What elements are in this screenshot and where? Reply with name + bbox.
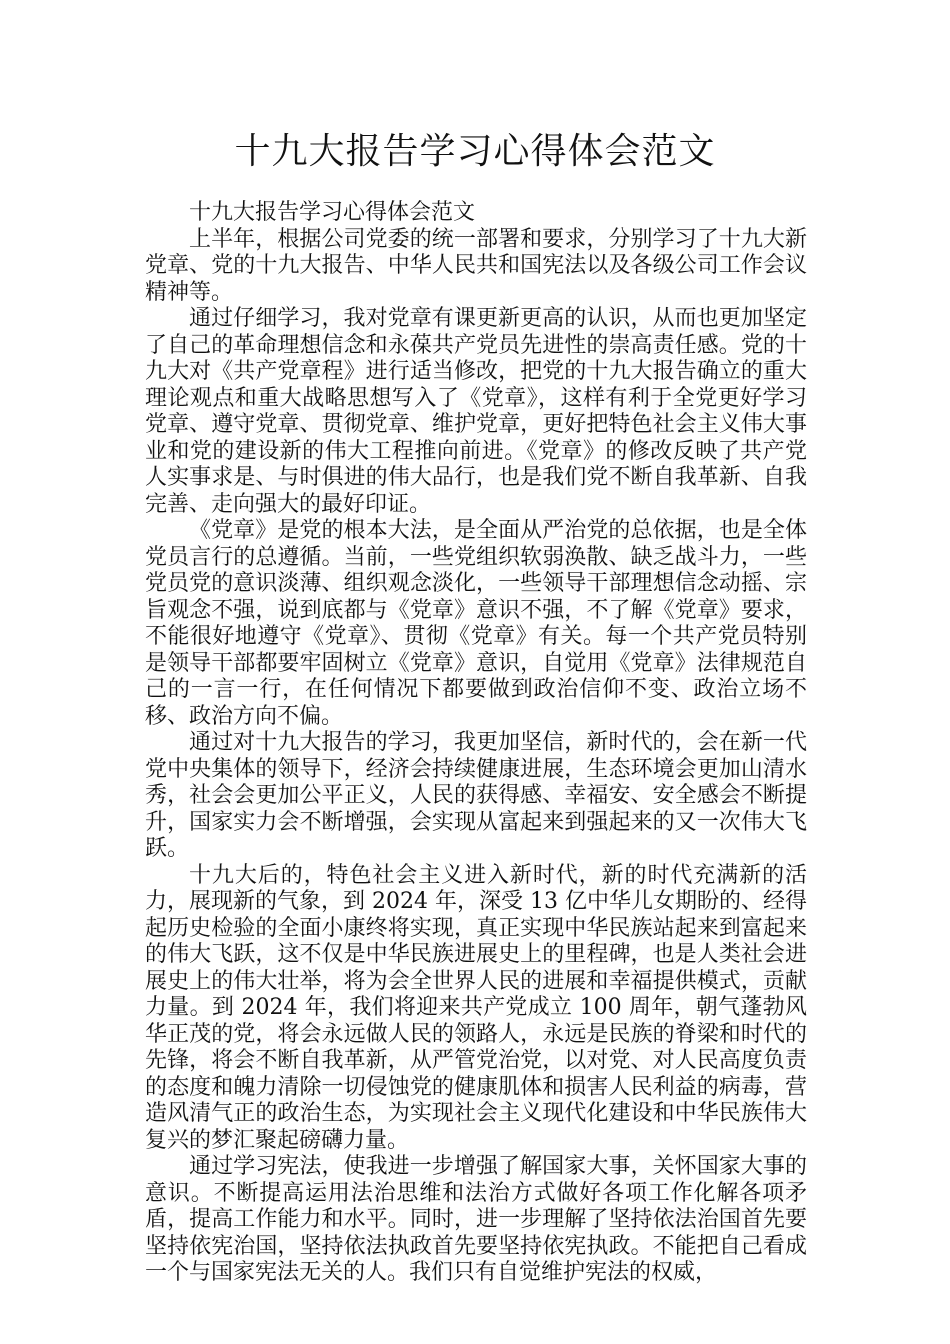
paragraph: 通过学习宪法，使我进一步增强了解国家大事，关怀国家大事的意识。不断提高运用法治思维和法治方式做好各项工作化解各项矛盾，提高工作能力和水平。同时，进一步理解了坚持依法治国首先要坚持依宪治国，坚持依法执政首先要坚持依宪执政。不能把自己看成一个与国家宪法无关的人。我们只有自觉维护宪法的权威， (145, 1154, 807, 1285)
document-subtitle: 十九大报告学习心得体会范文 (189, 200, 476, 225)
paragraph: 通过仔细学习，我对党章有课更新更高的认识，从而也更加坚定了自己的革命理想信念和永葆共产党员先进性的崇高责任感。党的十九大对《共产党章程》进行适当修改，把党的十九大报告确立的重大理论观点和重大战略思想写入了《党章》，这样有利于全党更好学习党章、遵守党章、贯彻党章、维护党章，更好把特色社会主义伟大事业和党的建设新的伟大工程推向前进。《党章》的修改反映了共产党人实事求是、与时俱进的伟大品行，也是我们党不断自我革新、自我完善、走向强大的最好印证。 (145, 306, 807, 517)
document-body (145, 200, 807, 1287)
paragraph: 十九大后的，特色社会主义进入新时代，新的时代充满新的活力，展现新的气象，到 2024 年，深受 13 亿中华儿女期盼的、经得起历史检验的全面小康终将实现，真正实现中华民族站起来到富起来的伟大飞跃，这不仅是中华民族进展史上的里程碑，也是人类社会进展史上的伟大壮举，将为会全世界人民的进展和幸福提供模式，贡献力量。到 2024 年，我们将迎来共产党成立 100 周年，朝气蓬勃风华正茂的党，将会永远做人民的领路人，永远是民族的脊梁和时代的先锋，将会不断自我革新，从严管党治党，以对党、对人民高度负责的态度和魄力清除一切侵蚀党的健康肌体和损害人民利益的病毒，营造风清气正的政治生态，为实现社会主义现代化建设和中华民族伟大复兴的梦汇聚起磅礴力量。 (145, 862, 807, 1153)
paragraph: 上半年，根据公司党委的统一部署和要求，分别学习了十九大新党章、党的十九大报告、中华人民共和国宪法以及各级公司工作会议精神等。 (145, 226, 807, 305)
paragraph: 《党章》是党的根本大法，是全面从严治党的总依据，也是全体党员言行的总遵循。当前，一些党组织软弱涣散、缺乏战斗力，一些党员党的意识淡薄、组织观念淡化，一些领导干部理想信念动摇、宗旨观念不强，说到底都与《党章》意识不强，不了解《党章》要求，不能很好地遵守《党章》、贯彻《党章》有关。每一个共产党员特别是领导干部都要牢固树立《党章》意识，自觉用《党章》法律规范自己的一言一行，在任何情况下都要做到政治信仰不变、政治立场不移、政治方向不偏。 (145, 518, 807, 729)
document-title: 十九大报告学习心得体会范文 (234, 131, 716, 172)
paragraph: 通过对十九大报告的学习，我更加坚信，新时代的，会在新一代党中央集体的领导下，经济会持续健康进展，生态环境会更加山清水秀，社会会更加公平正义，人民的获得感、幸福安、安全感会不断提升，国家实力会不断增强，会实现从富起来到强起来的又一次伟大飞跃。 (145, 730, 807, 861)
